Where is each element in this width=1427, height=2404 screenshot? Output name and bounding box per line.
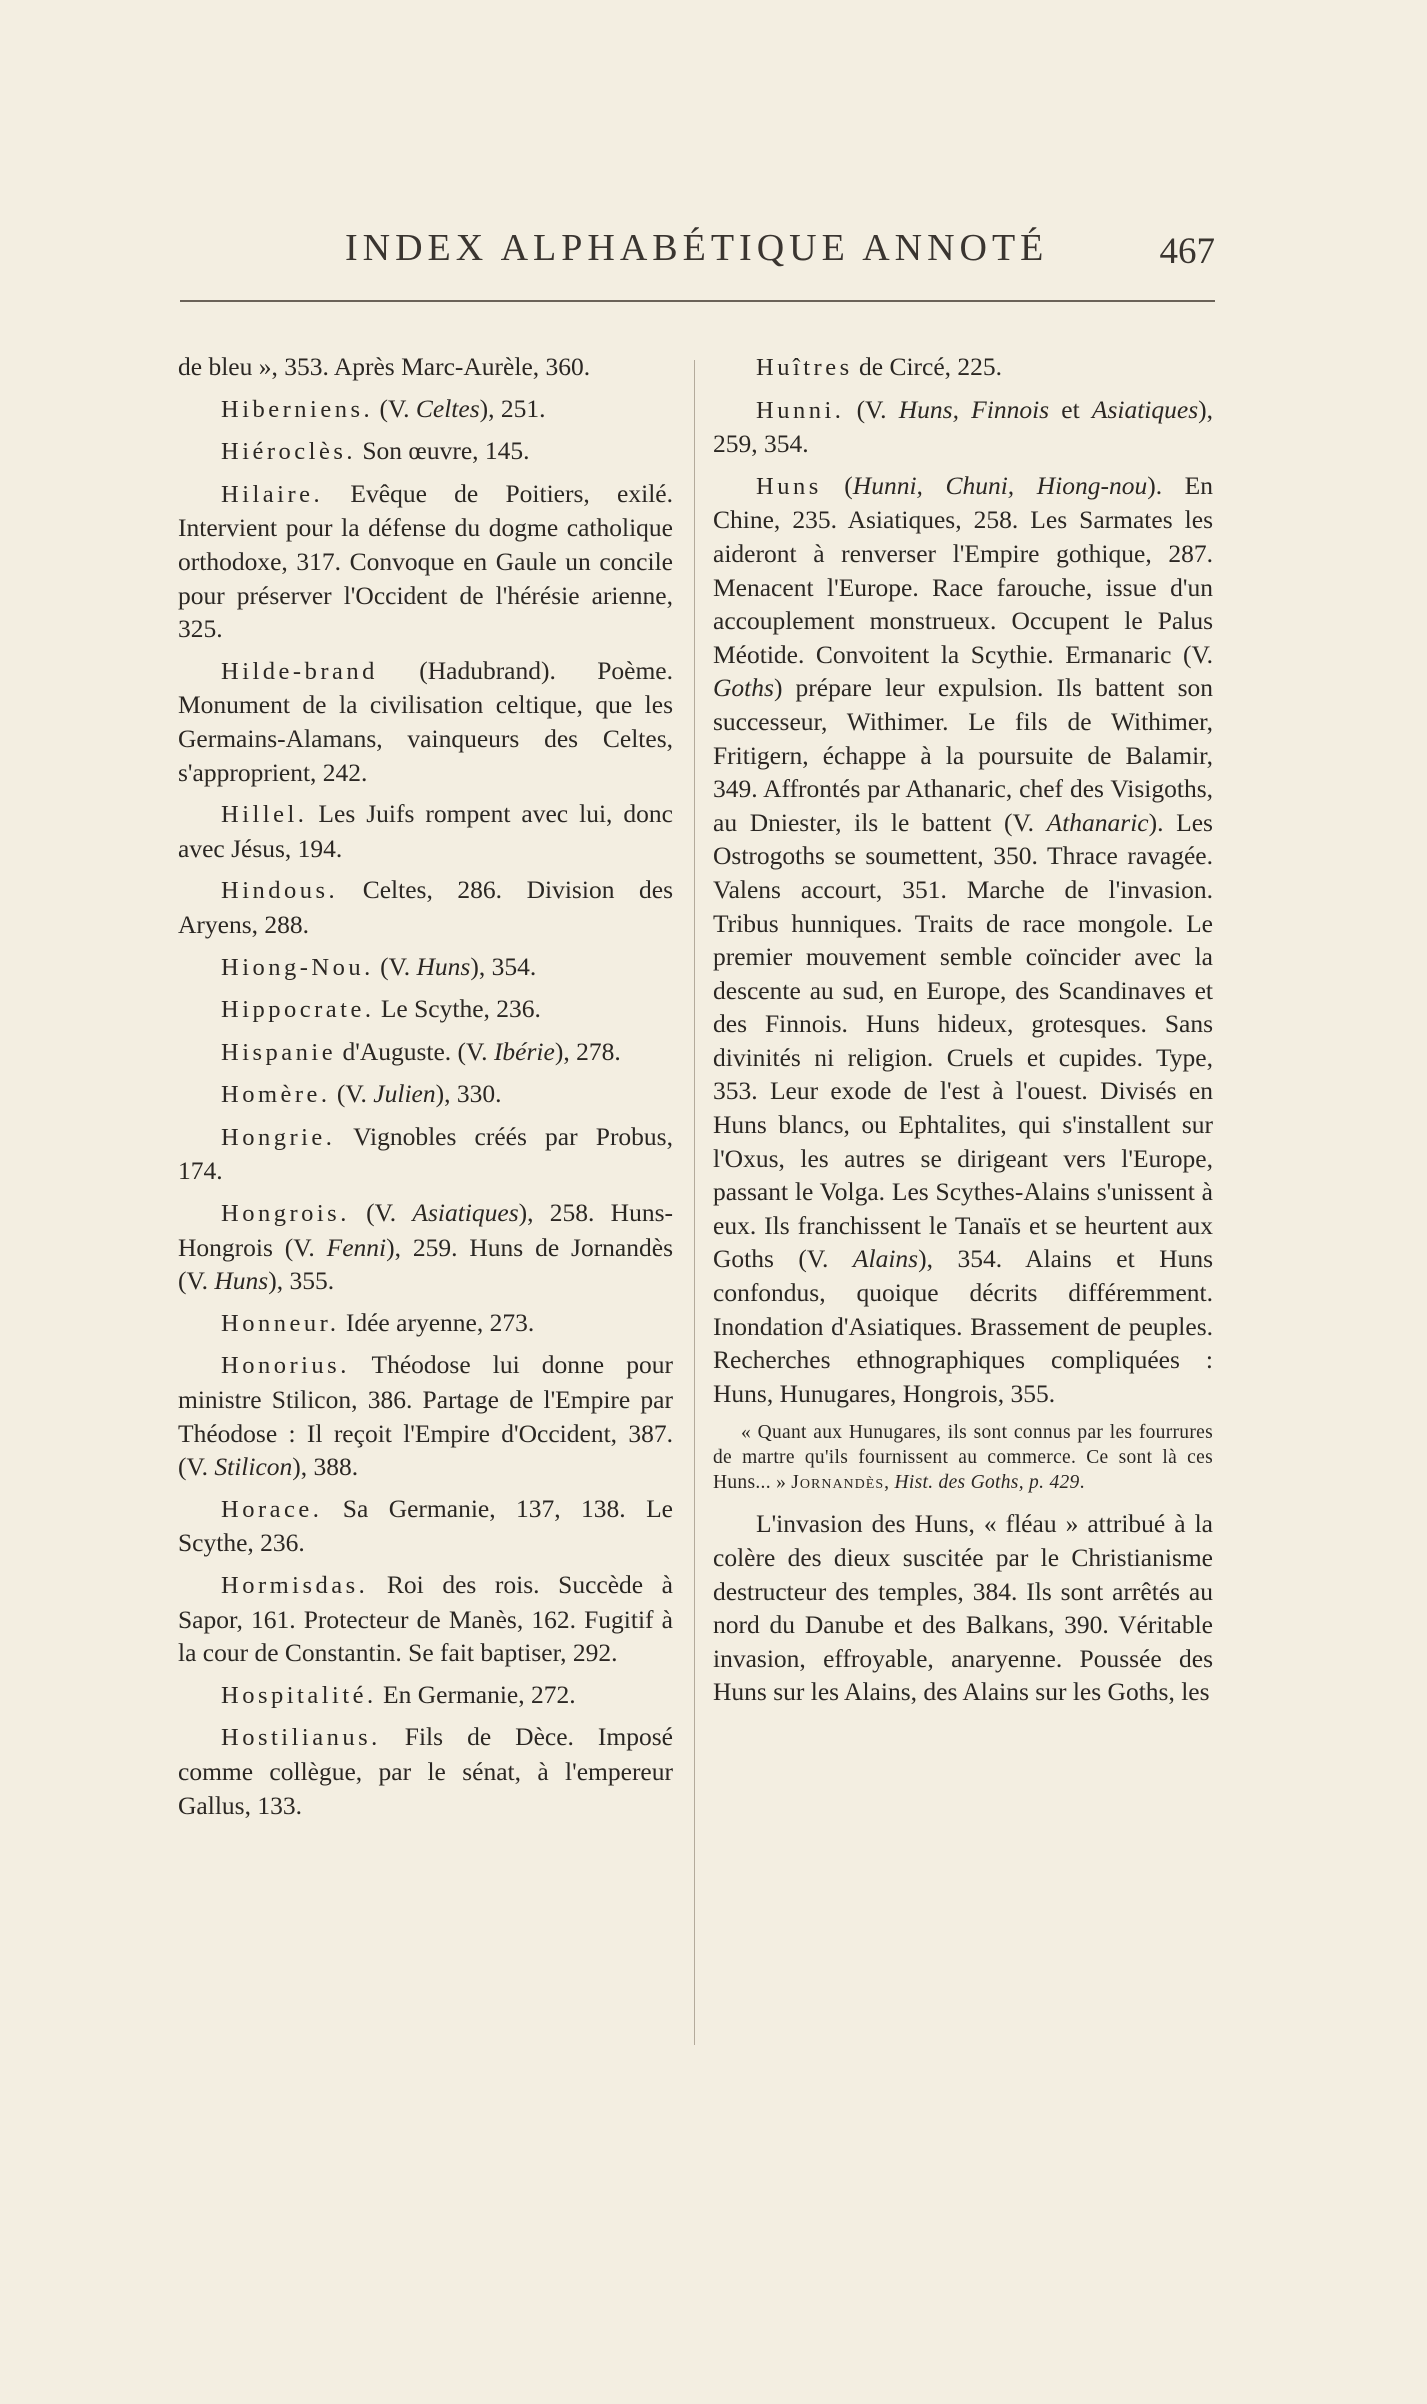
index-entry xyxy=(178,434,673,469)
entry-text: ( xyxy=(821,470,853,500)
index-entry xyxy=(178,1196,673,1298)
entry-text: ), 259, 354. xyxy=(713,394,1214,459)
note-text: , xyxy=(884,1472,895,1494)
entry-text: Le Scythe, 236. xyxy=(374,994,541,1024)
entry-text: Fils de Dèce. Imposé comme collègue, par le sénat, à l'empereur Gallus, 133. xyxy=(178,1722,673,1820)
note-text: « Quant aux Hunugares, ils sont connus par les fourrures de martre qu'ils fournissent au commerce. Ce sont là ces Huns... » xyxy=(713,1422,1213,1494)
entry-text: Idée aryenne, 273. xyxy=(339,1307,535,1337)
entry-text: (V. xyxy=(373,393,416,423)
index-entry xyxy=(178,950,673,985)
entry-text: de bleu », 353. Après Marc-Aurèle, 360. xyxy=(178,352,591,381)
index-entry xyxy=(178,392,673,427)
entry-ref: Huns, Finnois xyxy=(898,394,1050,424)
entry-text: Roi des rois. Succède à Sapor, 161. Protecteur de Manès, 162. Fugitif à la cour de Constantin. Se fait baptiser, 292. xyxy=(178,1570,673,1668)
entry-text: Théodose lui donne pour ministre Stilicon, 386. Partage de l'Empire par Théodose : Il reçoit l'Empire d'Occident, 387. (V. xyxy=(178,1350,673,1482)
index-entry xyxy=(178,1348,673,1483)
note-text: . xyxy=(1079,1472,1085,1494)
entry-text: Les Juifs rompent avec lui, donc avec Jésus, 194. xyxy=(178,799,673,863)
note-source: Hist. des Goths, p. 429 xyxy=(894,1472,1080,1494)
entry-text: d'Auguste. (V. xyxy=(336,1036,494,1066)
entry-text: ), 258. Huns-Hongrois (V. xyxy=(178,1198,673,1262)
index-entry xyxy=(178,797,673,865)
entry-text: Celtes, 286. Division des Aryens, 288. xyxy=(178,875,673,939)
entry-text: L'invasion des Huns, « fléau » attribué à la colère des dieux suscitée par le Christianisme destructeur des temples, 384. Ils sont arrêtés au nord du Danube et des Balkans, 390. Véritable invasion, effroyable, anaryenne. Poussée des Huns sur les Alains, des Alains sur les Goths, les xyxy=(713,1509,1213,1707)
entry-text: ), 354. Alains et Huns confondus, quoique décrits différemment. Inondation d'Asiatiques. Brassement de peuples. Recherches ethnographiques compliquées : Huns, Hunugares, Hongrois, 355. xyxy=(713,1244,1213,1408)
entry-text: ), 259. Huns de Jornandès (V. xyxy=(178,1232,673,1296)
left-column xyxy=(178,350,673,1830)
header-title: INDEX ALPHABÉTIQUE ANNOTÉ xyxy=(345,227,1049,269)
entry-ref: Asiatiques xyxy=(1091,394,1199,424)
index-entry xyxy=(713,350,1213,385)
entry-text: ). En Chine, 235. Asiatiques, 258. Les Sarmates les aideront à renverser l'Empire gothique, 287. Menacent l'Europe. Race farouche, issue d'un accouplement monstrueux. Occupent le Palus Méotide. Convoitent la Scythie. Ermanaric (V. xyxy=(713,470,1213,669)
entry-text: (V. xyxy=(844,394,899,424)
entry-heading: Horace. xyxy=(221,1495,323,1523)
index-entry xyxy=(178,350,673,384)
entry-ref: Asiatiques xyxy=(412,1198,519,1228)
entry-ref: Huns xyxy=(416,951,471,981)
index-entry xyxy=(178,1120,673,1188)
entry-ref: Julien xyxy=(373,1079,436,1109)
right-column xyxy=(713,350,1213,1717)
index-entry xyxy=(178,654,673,789)
entry-text: (V. xyxy=(349,1198,413,1228)
entry-text: Sa Germanie, 137, 138. Le Scythe, 236. xyxy=(178,1493,673,1558)
index-entry xyxy=(178,992,673,1027)
index-entry xyxy=(178,873,673,941)
index-entry xyxy=(178,1035,673,1070)
entry-text: Vignobles créés par Probus, 174. xyxy=(178,1121,673,1186)
entry-text: ), 355. xyxy=(268,1266,335,1296)
entry-heading: Hiong-Nou. xyxy=(221,953,374,981)
entry-ref: Alains xyxy=(852,1244,919,1274)
entry-heading: Hormisdas. xyxy=(221,1572,369,1599)
entry-heading: Hindous. xyxy=(221,877,339,905)
index-entry xyxy=(713,469,1213,1411)
entry-text: ), 354. xyxy=(470,951,537,981)
entry-heading: Hippocrate. xyxy=(221,996,375,1024)
entry-text: (V. xyxy=(373,951,417,981)
entry-ref: Goths xyxy=(713,673,774,703)
entry-heading: Hillel. xyxy=(221,801,308,829)
quotation-note xyxy=(713,1420,1213,1495)
index-entry xyxy=(713,1507,1213,1709)
index-entry xyxy=(178,1077,673,1112)
entry-text: ), 330. xyxy=(435,1079,502,1109)
entry-text: Son œuvre, 145. xyxy=(356,436,530,466)
entry-heading: Hiberniens. xyxy=(221,395,374,423)
index-entry xyxy=(178,1492,673,1560)
entry-heading: Huîtres xyxy=(756,354,853,381)
entry-text: ), 388. xyxy=(292,1452,359,1482)
entry-ref: Celtes xyxy=(415,393,480,423)
entry-text: de Circé, 225. xyxy=(852,352,1003,381)
index-entry xyxy=(178,1568,673,1670)
entry-ref: Stilicon xyxy=(214,1452,293,1482)
entry-text: ), 278. xyxy=(554,1036,621,1066)
entry-heading: Honorius. xyxy=(221,1352,350,1380)
page-number: 467 xyxy=(1159,231,1215,272)
note-author: Jornandès xyxy=(791,1472,885,1494)
header-rule xyxy=(180,300,1215,302)
entry-ref: Athanaric xyxy=(1046,807,1149,837)
entry-heading: Hunni. xyxy=(756,396,845,424)
column-divider xyxy=(694,360,695,2045)
entry-text: ), 251. xyxy=(479,393,546,423)
entry-heading: Hiéroclès. xyxy=(221,438,356,466)
index-entry xyxy=(178,477,673,646)
entry-text: ). Les Ostrogoths se soumettent, 350. Thrace ravagée. Valens accourt, 351. Marche de l'invasion. Tribus hunniques. Traits de race mongole. Le premier mouvement semble coïncider avec la descente au sud, en Europe, des Scandinaves et des Finnois. Huns hideux, grotesques. Sans divinités ni religion. Cruels et cupides. Type, 353. Leur exode de l'est à l'ouest. Divisés en Huns blancs, ou Ephtalites, qui s'installent sur l'Oxus, les autres se dirigeant vers l'Europe, passant le Volga. Les Scythes-Alains s'unissent à eux. Ils franchissent le Tanaïs et se heurtent aux Goths (V. xyxy=(713,807,1213,1274)
index-entry xyxy=(178,1678,673,1713)
entry-heading: Hospitalité. xyxy=(221,1681,377,1709)
entry-text: En Germanie, 272. xyxy=(376,1679,576,1709)
entry-heading: Honneur. xyxy=(221,1309,340,1337)
index-entry xyxy=(713,393,1213,461)
entry-ref: Huns xyxy=(214,1266,269,1296)
entry-heading: Huns xyxy=(756,472,822,500)
index-entry xyxy=(178,1720,673,1822)
entry-heading: Homère. xyxy=(221,1081,331,1109)
entry-heading: Hispanie xyxy=(221,1038,337,1066)
entry-text: et xyxy=(1049,394,1092,424)
entry-heading: Hilde-brand xyxy=(221,657,378,685)
entry-text: (Hadubrand). Poème. Monument de la civilisation celtique, que les Germains-Alamans, vainqueurs des Celtes, s'approprient, 242. xyxy=(178,655,673,787)
running-header xyxy=(345,226,1215,270)
entry-ref: Fenni xyxy=(326,1232,387,1262)
entry-heading: Hilaire. xyxy=(221,480,324,508)
entry-text: (V. xyxy=(330,1079,374,1109)
entry-text: Evêque de Poitiers, exilé. Intervient pour la défense du dogme catholique orthodoxe, 317. Convoque en Gaule un concile pour préserver l'Occident de l'hérésie arienne, 325. xyxy=(178,478,673,644)
index-entry xyxy=(178,1306,673,1341)
entry-ref: Ibérie xyxy=(493,1036,555,1066)
entry-heading: Hongrois. xyxy=(221,1200,350,1228)
entry-ref: Hunni, Chuni, Hiong-nou xyxy=(852,470,1148,500)
entry-text: ) prépare leur expulsion. Ils battent son successeur, Withimer. Le fils de Withimer, Fritigern, échappe à la poursuite de Balamir, 349. Affrontés par Athanaric, chef des Visigoths, au Dniester, ils le battent (V. xyxy=(713,673,1213,837)
entry-heading: Hongrie. xyxy=(221,1123,336,1151)
entry-heading: Hostilianus. xyxy=(221,1724,381,1752)
